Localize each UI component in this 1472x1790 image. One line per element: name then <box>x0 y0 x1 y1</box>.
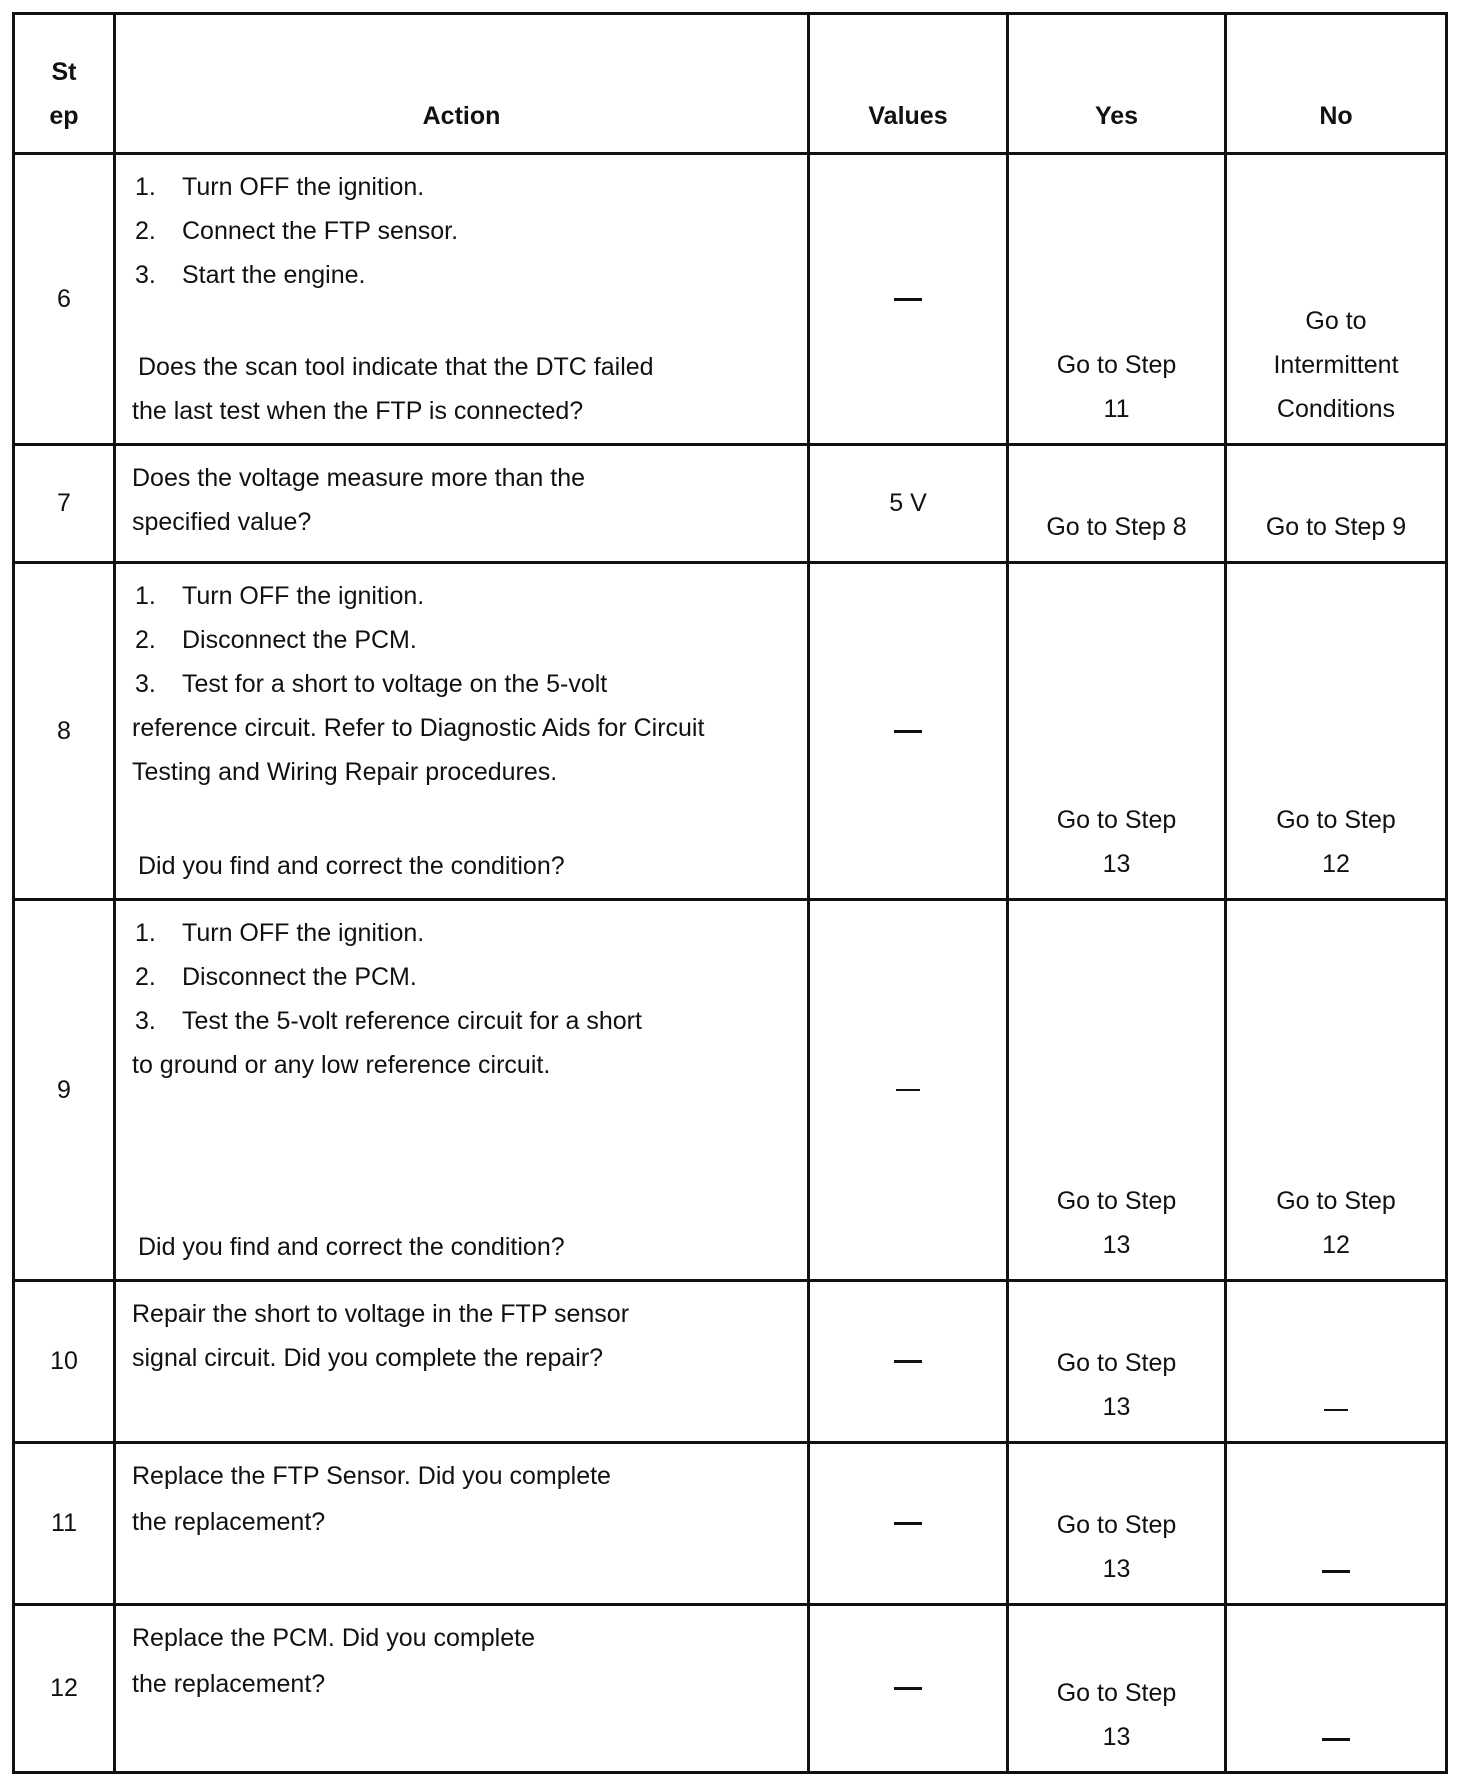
no-line: Go to Step <box>1276 806 1396 834</box>
step-number: 9 <box>57 1075 71 1104</box>
no-cell <box>1227 1282 1445 1441</box>
no-cell <box>1227 1444 1445 1603</box>
yes-line: Go to Step <box>1056 1511 1177 1539</box>
empty-dash <box>894 1360 922 1363</box>
action-cell <box>116 564 807 898</box>
no-line: Conditions <box>1276 395 1396 423</box>
no-cell <box>1227 901 1445 1279</box>
question-line: Does the scan tool indicate that the DTC failed <box>138 353 654 381</box>
empty-dash <box>1322 1570 1350 1573</box>
instruction-text: Test for a short to voltage on the 5-volt <box>182 670 608 698</box>
no-cell <box>1227 1606 1445 1771</box>
yes-line: 13 <box>1102 1393 1131 1421</box>
values-cell: 5 V <box>889 489 927 517</box>
step-number: 11 <box>51 1509 77 1537</box>
step-number: 6 <box>57 284 71 313</box>
instruction-item <box>132 955 797 999</box>
yes-cell <box>1009 901 1224 1279</box>
step-number: 10 <box>50 1347 78 1375</box>
empty-dash <box>1322 1738 1350 1741</box>
yes-cell <box>1009 1606 1224 1771</box>
values-cell <box>810 901 1006 1279</box>
instruction-text: Turn OFF the ignition. <box>182 582 425 610</box>
instruction-text: Test the 5-volt reference circuit for a short <box>182 1007 642 1035</box>
action-cell <box>116 1444 807 1603</box>
item-number: 2. <box>135 963 156 991</box>
table-border-right <box>1445 12 1448 1774</box>
yes-line: 13 <box>1102 850 1131 878</box>
instruction-item <box>132 165 797 209</box>
header-no: No <box>1319 102 1353 130</box>
yes-cell: Go to Step 8 <box>1046 513 1187 541</box>
instruction-item <box>132 911 797 955</box>
question-line: specified value? <box>132 508 312 536</box>
action-cell <box>116 1282 807 1441</box>
yes-cell <box>1009 1444 1224 1603</box>
empty-dash <box>894 1687 922 1690</box>
yes-cell <box>1009 564 1224 898</box>
header-step <box>15 15 113 152</box>
instruction-item <box>132 999 797 1043</box>
yes-line: Go to Step <box>1056 1679 1177 1707</box>
yes-line: 11 <box>1103 395 1130 423</box>
action-line: Replace the FTP Sensor. Did you complete <box>132 1462 611 1490</box>
instruction-text: Disconnect the PCM. <box>182 963 417 991</box>
yes-line: Go to Step <box>1056 351 1177 379</box>
yes-line: Go to Step <box>1056 806 1177 834</box>
item-number: 3. <box>135 261 156 289</box>
question: Did you find and correct the condition? <box>138 1233 565 1261</box>
header-step-line: ep <box>49 102 79 130</box>
action-line: the replacement? <box>132 1670 326 1698</box>
yes-cell <box>1009 155 1224 443</box>
empty-dash <box>896 1089 920 1091</box>
no-line: 12 <box>1322 1231 1350 1259</box>
item-number: 1. <box>135 582 156 610</box>
instruction-continuation: reference circuit. Refer to Diagnostic Aids for Circuit <box>132 714 705 742</box>
action-cell <box>116 446 807 561</box>
action-cell <box>116 1606 807 1771</box>
values-cell <box>810 1444 1006 1603</box>
step-number: 7 <box>57 489 71 517</box>
action-line: Replace the PCM. Did you complete <box>132 1624 535 1652</box>
instruction-item <box>132 662 797 706</box>
no-cell <box>1227 155 1445 443</box>
instruction-item <box>132 209 797 253</box>
instruction-text: Turn OFF the ignition. <box>182 919 425 947</box>
no-cell: Go to Step 9 <box>1265 513 1407 541</box>
header-step-line: St <box>51 58 77 86</box>
no-line: 12 <box>1322 850 1350 878</box>
instruction-text: Connect the FTP sensor. <box>182 217 459 245</box>
values-cell <box>810 1606 1006 1771</box>
header-action: Action <box>422 102 501 130</box>
no-line: Intermittent <box>1273 351 1399 379</box>
values-cell <box>810 1282 1006 1441</box>
empty-dash <box>894 298 922 301</box>
values-cell <box>810 564 1006 898</box>
table-border-bottom <box>12 1771 1448 1774</box>
no-line: Go to <box>1305 307 1367 335</box>
question-line: the last test when the FTP is connected? <box>132 397 584 425</box>
instruction-item <box>132 574 797 618</box>
values-cell <box>810 155 1006 443</box>
header-yes: Yes <box>1094 102 1139 130</box>
header-values: Values <box>868 102 948 130</box>
empty-dash <box>1324 1409 1348 1411</box>
item-number: 2. <box>135 217 156 245</box>
item-number: 1. <box>135 919 156 947</box>
instruction-item <box>132 618 797 662</box>
question-line: Does the voltage measure more than the <box>132 464 586 492</box>
yes-line: 13 <box>1102 1555 1131 1583</box>
yes-line: Go to Step <box>1056 1187 1177 1215</box>
instruction-text: Disconnect the PCM. <box>182 626 417 654</box>
yes-cell <box>1009 1282 1224 1441</box>
question: Did you find and correct the condition? <box>138 852 565 880</box>
item-number: 2. <box>135 626 156 654</box>
no-cell <box>1227 564 1445 898</box>
action-cell <box>116 155 807 443</box>
question <box>132 345 797 433</box>
empty-dash <box>894 1522 922 1525</box>
diagnostic-table <box>12 12 1448 1774</box>
yes-line: 13 <box>1102 1723 1131 1751</box>
item-number: 3. <box>135 1007 156 1035</box>
instruction-text: Turn OFF the ignition. <box>182 173 425 201</box>
action-line: signal circuit. Did you complete the repair? <box>132 1344 604 1372</box>
item-number: 1. <box>135 173 156 201</box>
action-line: Repair the short to voltage in the FTP sensor <box>132 1300 630 1328</box>
instruction-item <box>132 253 797 297</box>
action-line: the replacement? <box>132 1508 326 1536</box>
action-cell <box>116 901 807 1279</box>
empty-dash <box>894 730 922 733</box>
yes-line: Go to Step <box>1056 1349 1177 1377</box>
step-number: 8 <box>57 716 71 745</box>
item-number: 3. <box>135 670 156 698</box>
yes-line: 13 <box>1102 1231 1131 1259</box>
no-line: Go to Step <box>1276 1187 1396 1215</box>
instruction-continuation: to ground or any low reference circuit. <box>132 1051 551 1079</box>
instruction-continuation: Testing and Wiring Repair procedures. <box>132 758 558 786</box>
step-number: 12 <box>50 1674 78 1702</box>
instruction-text: Start the engine. <box>182 261 366 289</box>
